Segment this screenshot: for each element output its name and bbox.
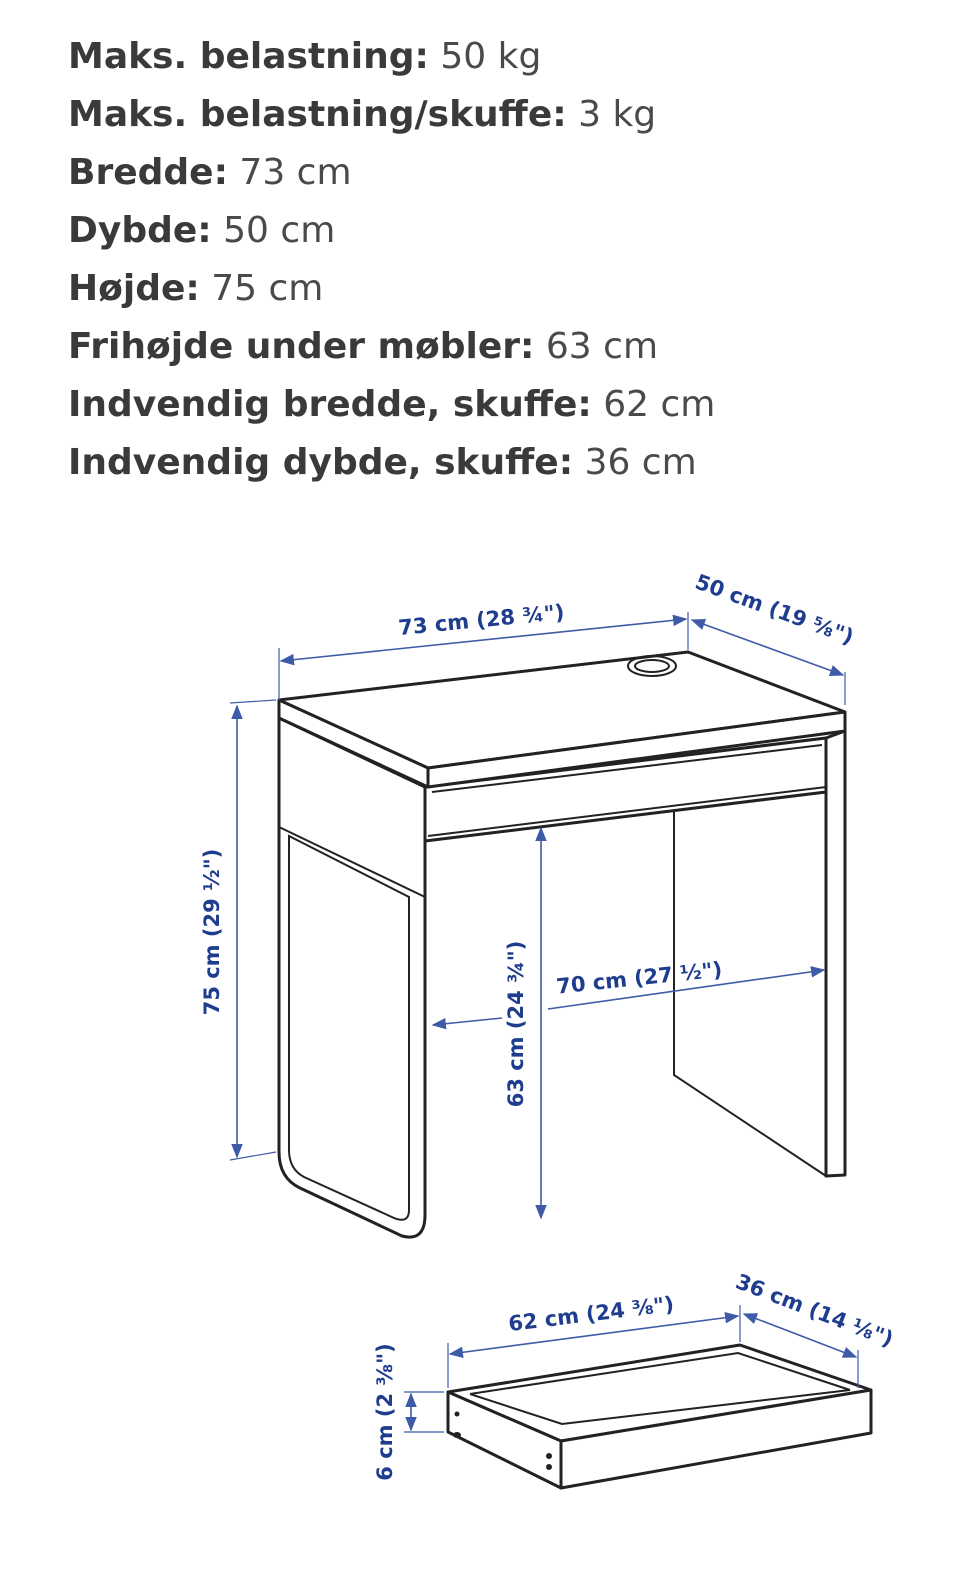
- spec-value: 62 cm: [603, 384, 716, 425]
- spec-label: Indvendig dybde, skuffe:: [68, 442, 574, 483]
- desk-right-panel-edge: [826, 731, 845, 1176]
- spec-label: Bredde:: [68, 152, 228, 193]
- desk-illustration: [279, 652, 845, 1237]
- desk-height-label: 75 cm (29 ½"): [200, 848, 224, 1016]
- drawer-illustration: [448, 1345, 871, 1488]
- spec-value: 50 cm: [223, 210, 336, 251]
- spec-value: 73 cm: [239, 152, 352, 193]
- desk-clearance-width-label: 70 cm (27 ½"): [555, 957, 724, 999]
- spec-label: Dybde:: [68, 210, 212, 251]
- drawer-screw-icon: [546, 1453, 552, 1459]
- spec-value: 36 cm: [584, 442, 697, 483]
- spec-label: Indvendig bredde, skuffe:: [68, 384, 592, 425]
- spec-value: 3 kg: [578, 94, 657, 135]
- spec-label: Maks. belastning/skuffe:: [68, 94, 567, 135]
- desk-clearance-height-label: 63 cm (24 ¾"): [504, 940, 528, 1108]
- spec-value: 50 kg: [440, 36, 542, 77]
- spec-label: Højde:: [68, 268, 200, 309]
- spec-value: 63 cm: [545, 326, 659, 367]
- drawer-foot-icon: [453, 1432, 461, 1438]
- drawer-screw-icon: [546, 1464, 552, 1470]
- desk-clearance-width-line-left: [433, 1018, 502, 1025]
- drawer-depth-label: 36 cm (14 ⅛"): [732, 1269, 897, 1352]
- desk-left-panel: [279, 718, 425, 1237]
- desk-right-panel-inner: [674, 812, 826, 1176]
- drawer-width-label: 62 cm (24 ⅜"): [507, 1291, 676, 1337]
- spec-label: Maks. belastning:: [68, 36, 429, 77]
- desk-width-label: 73 cm (28 ¾"): [397, 600, 566, 640]
- desk-depth-label: 50 cm (19 ⅝"): [692, 569, 857, 650]
- spec-value: 75 cm: [211, 268, 324, 309]
- spec-label: Frihøjde under møbler:: [68, 326, 535, 367]
- drawer-height-label: 6 cm (2 ⅜"): [373, 1343, 397, 1481]
- drawer-screw-icon: [455, 1412, 460, 1417]
